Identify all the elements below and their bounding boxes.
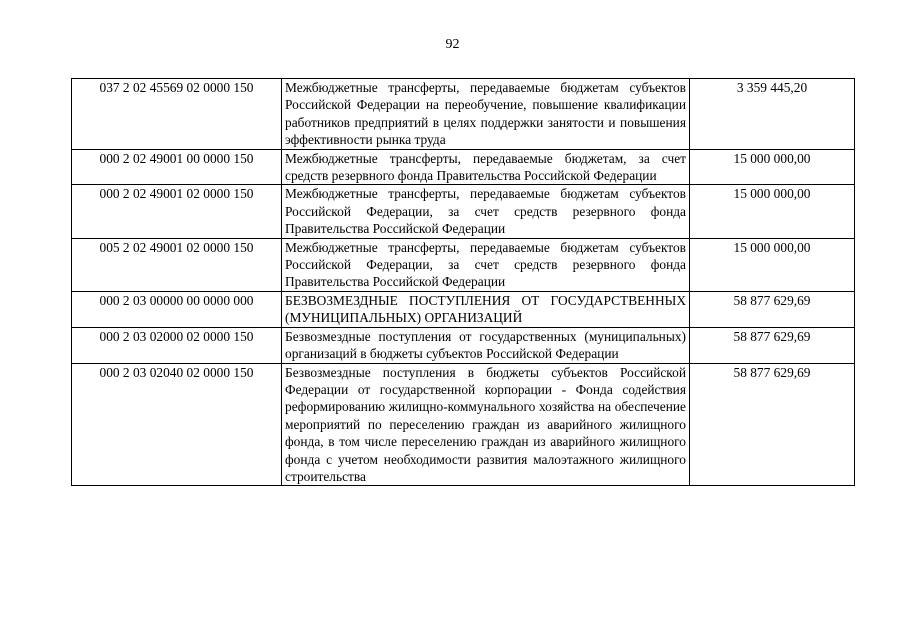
row-name: Межбюджетные трансферты, передаваемые бюджетам, за счет средств резервного фонда Правительства Российской Федерации [282,149,690,185]
row-code: 000 2 02 49001 02 0000 150 [72,185,282,238]
table-row [72,79,855,150]
row-code: 000 2 02 49001 00 0000 150 [72,149,282,185]
row-amount: 58 877 629,69 [690,363,855,486]
budget-revenue-table [71,78,855,486]
row-code: 000 2 03 00000 00 0000 000 [72,291,282,327]
row-code: 000 2 03 02040 02 0000 150 [72,363,282,486]
table-row [72,185,855,238]
row-name: Межбюджетные трансферты, передаваемые бюджетам субъектов Российской Федерации, за счет средств резервного фонда Правительства Российской Федерации [282,238,690,291]
row-amount: 58 877 629,69 [690,327,855,363]
row-code: 000 2 03 02000 02 0000 150 [72,327,282,363]
row-name: Межбюджетные трансферты, передаваемые бюджетам субъектов Российской Федерации на переобучение, повышение квалификации работников предприятий в целях поддержки занятости и повышения эффективности рынка труда [282,79,690,150]
row-name: Безвозмездные поступления в бюджеты субъектов Российской Федерации от государственной корпорации - Фонда содействия реформированию жилищно-коммунального хозяйства на обеспечение мероприятий по переселению граждан из аварийного жилищного фонда, в том числе переселению граждан из аварийного жилищного фонда с учетом необходимости развития малоэтажного жилищного строительства [282,363,690,486]
table-row [72,327,855,363]
row-name: Межбюджетные трансферты, передаваемые бюджетам субъектов Российской Федерации, за счет средств резервного фонда Правительства Российской Федерации [282,185,690,238]
row-name: БЕЗВОЗМЕЗДНЫЕ ПОСТУПЛЕНИЯ ОТ ГОСУДАРСТВЕННЫХ (МУНИЦИПАЛЬНЫХ) ОРГАНИЗАЦИЙ [282,291,690,327]
row-code: 037 2 02 45569 02 0000 150 [72,79,282,150]
row-amount: 15 000 000,00 [690,149,855,185]
row-amount: 58 877 629,69 [690,291,855,327]
table-row [72,149,855,185]
table-row [72,291,855,327]
row-code: 005 2 02 49001 02 0000 150 [72,238,282,291]
row-amount: 15 000 000,00 [690,238,855,291]
row-amount: 3 359 445,20 [690,79,855,150]
table-row [72,363,855,486]
row-amount: 15 000 000,00 [690,185,855,238]
page-number: 92 [445,37,460,52]
table-row [72,238,855,291]
row-name: Безвозмездные поступления от государственных (муниципальных) организаций в бюджеты субъектов Российской Федерации [282,327,690,363]
